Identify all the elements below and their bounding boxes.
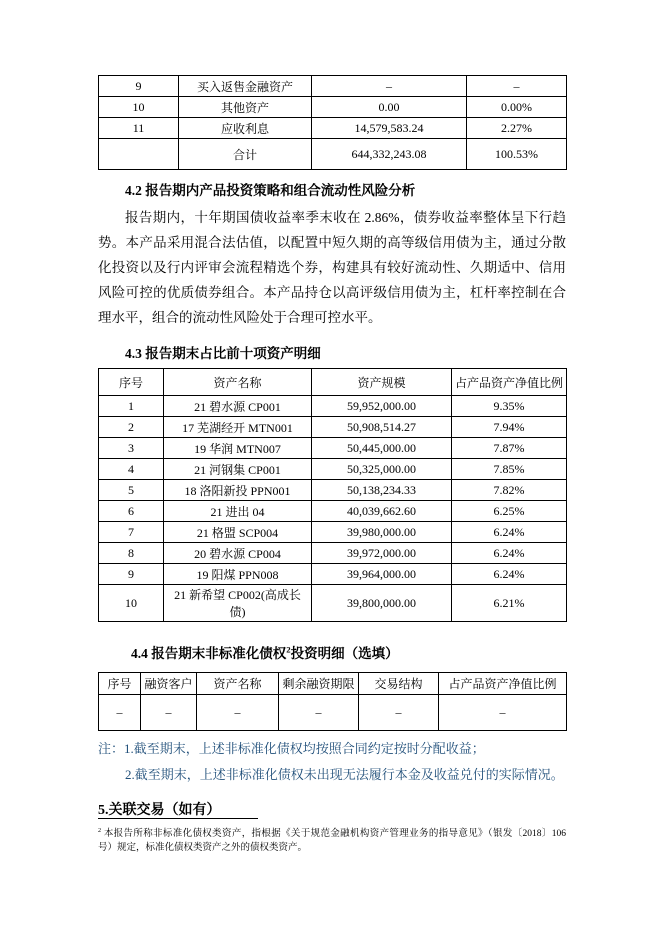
section-4-4-heading-suffix: 投资明细（选填） <box>290 646 399 661</box>
table-cell-name: 21 格盟 SCP004 <box>164 522 312 543</box>
column-header-client: 融资客户 <box>141 673 197 695</box>
table-cell-ratio: 7.82% <box>452 480 567 501</box>
table-cell-ratio: – <box>467 76 567 97</box>
table-header-row <box>99 369 567 396</box>
table-cell-scale: 50,445,000.00 <box>312 438 452 459</box>
table-cell-no: 9 <box>99 76 179 97</box>
table-row <box>99 522 567 543</box>
table-row <box>99 501 567 522</box>
table-row <box>99 459 567 480</box>
table-cell-no: 10 <box>99 97 179 118</box>
section-4-2-paragraph: 报告期内，十年期国债收益率季末收在 2.86%，债券收益率整体呈下行趋势。本产品采用混合法估值，以配置中短久期的高等级信用债为主，通过分散化投资以及行内评审会流程精选个券，构建具有较好流动性、久期适中、信用风险可控的优质债券组合。本产品持仓以高评级信用债为主，杠杆率控制在合理水平，组合的流动性风险处于合理可控水平。 <box>98 210 566 325</box>
footnote-text <box>98 824 566 855</box>
table-cell: – <box>439 695 567 731</box>
footnote-separator <box>98 818 258 819</box>
table-row <box>99 480 567 501</box>
table-cell-scale: 59,952,000.00 <box>312 396 452 417</box>
footnote-marker: 2 <box>98 828 102 834</box>
section-4-4-heading <box>131 642 566 662</box>
table-cell-no: 1 <box>99 396 164 417</box>
top-ten-assets-table <box>98 368 567 622</box>
column-header-ratio: 占产品资产净值比例 <box>452 369 567 396</box>
asset-composition-table-continued <box>98 75 567 170</box>
table-cell: – <box>279 695 359 731</box>
table-cell-ratio: 7.87% <box>452 438 567 459</box>
table-cell-ratio: 100.53% <box>467 139 567 170</box>
table-cell-no <box>99 139 179 170</box>
section-4-2-heading: 4.2 报告期内产品投资策略和组合流动性风险分析 <box>125 183 416 198</box>
table-cell-name: 21 进出 04 <box>164 501 312 522</box>
table-cell-ratio: 6.21% <box>452 585 567 622</box>
table-cell-name: 合计 <box>179 139 312 170</box>
section-4-4-heading-prefix: 4.4 报告期末非标准化债权 <box>131 646 287 661</box>
table-cell-name: 18 洛阳新投 PPN001 <box>164 480 312 501</box>
table-row <box>99 585 567 622</box>
table-cell-no: 10 <box>99 585 164 622</box>
table-cell-scale: 0.00 <box>312 97 467 118</box>
table-row <box>99 695 567 731</box>
table-row <box>99 76 567 97</box>
column-header-no: 序号 <box>99 673 141 695</box>
table-cell-no: 4 <box>99 459 164 480</box>
table-total-row <box>99 139 567 170</box>
section-5-heading: 5.关联交易（如有） <box>98 803 221 818</box>
table-cell: – <box>197 695 279 731</box>
table-header-row <box>99 673 567 695</box>
table-cell-name: 17 芜湖经开 MTN001 <box>164 417 312 438</box>
table-cell-scale: 39,972,000.00 <box>312 543 452 564</box>
column-header-scale: 资产规模 <box>312 369 452 396</box>
column-header-structure: 交易结构 <box>359 673 439 695</box>
table-cell-no: 8 <box>99 543 164 564</box>
table-cell-no: 11 <box>99 118 179 139</box>
table-row <box>99 417 567 438</box>
table-row <box>99 396 567 417</box>
table-cell-ratio: 9.35% <box>452 396 567 417</box>
footnote-body: 本报告所称非标准化债权类资产，指根据《关于规范金融机构资产管理业务的指导意见》（银发〔2018〕106 号）规定，标准化债权类资产之外的债权类资产。 <box>98 829 566 854</box>
note-line-2: 2.截至期末，上述非标准化债权未出现无法履行本金及收益兑付的实际情况。 <box>125 767 564 782</box>
table-cell-name: 20 碧水源 CP004 <box>164 543 312 564</box>
table-cell-scale: 50,138,234.33 <box>312 480 452 501</box>
table-cell-no: 6 <box>99 501 164 522</box>
table-cell-scale: 50,325,000.00 <box>312 459 452 480</box>
table-cell-ratio: 6.24% <box>452 543 567 564</box>
table-row <box>99 118 567 139</box>
table-cell-name: 19 华润 MTN007 <box>164 438 312 459</box>
table-cell-scale: – <box>312 76 467 97</box>
table-cell-no: 2 <box>99 417 164 438</box>
table-cell-scale: 39,800,000.00 <box>312 585 452 622</box>
table-cell-no: 3 <box>99 438 164 459</box>
column-header-name: 资产名称 <box>164 369 312 396</box>
table-cell-name: 买入返售金融资产 <box>179 76 312 97</box>
table-row <box>99 564 567 585</box>
table-cell-scale: 39,964,000.00 <box>312 564 452 585</box>
table-cell-ratio: 7.94% <box>452 417 567 438</box>
table-cell-no: 9 <box>99 564 164 585</box>
table-cell-ratio: 0.00% <box>467 97 567 118</box>
table-cell-name: 其他资产 <box>179 97 312 118</box>
table-cell-ratio: 2.27% <box>467 118 567 139</box>
table-cell-scale: 40,039,662.60 <box>312 501 452 522</box>
table-cell-name: 21 河钢集 CP001 <box>164 459 312 480</box>
table-cell-name: 21 碧水源 CP001 <box>164 396 312 417</box>
table-cell-name: 19 阳煤 PPN008 <box>164 564 312 585</box>
table-cell-ratio: 7.85% <box>452 459 567 480</box>
table-cell: – <box>99 695 141 731</box>
table-row <box>99 543 567 564</box>
table-cell: – <box>141 695 197 731</box>
table-cell-ratio: 6.25% <box>452 501 567 522</box>
table-cell-scale: 39,980,000.00 <box>312 522 452 543</box>
table-cell-ratio: 6.24% <box>452 522 567 543</box>
table-row <box>99 97 567 118</box>
column-header-no: 序号 <box>99 369 164 396</box>
table-cell-scale: 50,908,514.27 <box>312 417 452 438</box>
footnote-area <box>98 818 566 855</box>
non-standard-debt-table <box>98 672 567 731</box>
table-cell-no: 5 <box>99 480 164 501</box>
document-content <box>98 75 566 819</box>
column-header-name: 资产名称 <box>197 673 279 695</box>
table-row <box>99 438 567 459</box>
column-header-term: 剩余融资期限 <box>279 673 359 695</box>
table-cell-scale: 644,332,243.08 <box>312 139 467 170</box>
footnote-reference-mark: 2 <box>286 644 291 655</box>
note-line-1: 注：1.截至期末，上述非标准化债权均按照合同约定按时分配收益； <box>98 741 485 756</box>
table-cell-name: 21 新希望 CP002(高成长债) <box>164 585 312 622</box>
column-header-ratio: 占产品资产净值比例 <box>439 673 567 695</box>
table-cell-no: 7 <box>99 522 164 543</box>
table-cell: – <box>359 695 439 731</box>
table-cell-name: 应收利息 <box>179 118 312 139</box>
table-cell-scale: 14,579,583.24 <box>312 118 467 139</box>
section-4-3-heading: 4.3 报告期末占比前十项资产明细 <box>125 346 321 361</box>
table-cell-ratio: 6.24% <box>452 564 567 585</box>
